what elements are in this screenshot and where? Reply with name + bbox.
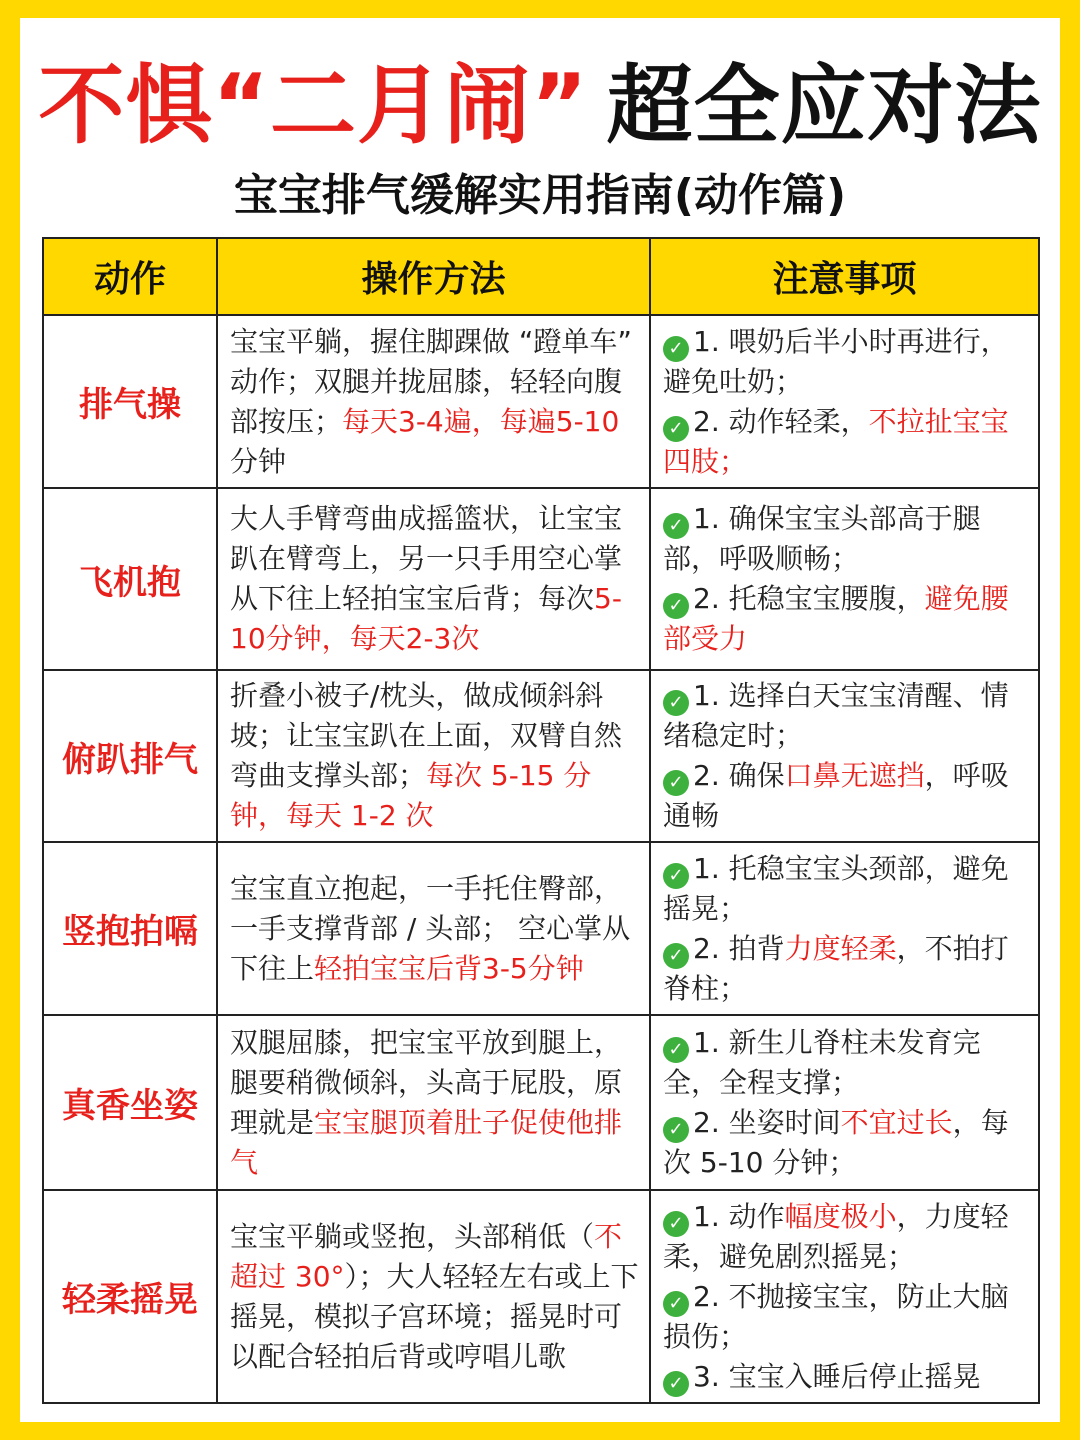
note-text: ，力度轻柔，避免剧烈摇晃；: [663, 1199, 1009, 1273]
note-item: [663, 756, 1028, 836]
method-text: 宝宝平躺，握住脚踝做 “蹬单车” 动作；双腿并拢屈膝，轻轻向腹部按压；: [230, 324, 632, 438]
note-text: ，每次 5-10 分钟；: [663, 1105, 1009, 1179]
note-text: 1. 喂奶后半小时再进行，避免吐奶；: [663, 324, 1009, 398]
title-black-part: 超全应对法: [606, 56, 1042, 156]
notes-cell: [650, 488, 1039, 670]
note-text: 2. 托稳宝宝腰腹，: [693, 582, 925, 615]
check-circle-icon: ✓: [663, 943, 689, 969]
page-subtitle: 宝宝排气缓解实用指南(动作篇): [233, 170, 847, 221]
header-method: 操作方法: [217, 238, 650, 315]
note-item: [663, 499, 1028, 579]
note-text: 2. 动作轻柔，: [693, 404, 869, 438]
note-text: ，不拍打脊柱；: [663, 931, 1009, 1005]
content-card: [20, 18, 1060, 1422]
check-circle-icon: ✓: [663, 593, 689, 619]
note-highlight-text: 幅度极小: [784, 1199, 897, 1233]
action-name: 真香坐姿: [43, 1015, 217, 1190]
note-item: [663, 929, 1028, 1009]
table-row: [43, 842, 1039, 1015]
note-text: 1. 动作: [693, 1199, 785, 1233]
note-text: ，呼吸通畅: [663, 759, 1009, 832]
note-item: [663, 1103, 1028, 1183]
note-highlight-text: 避免腰部受力: [663, 582, 1009, 655]
note-item: [663, 676, 1028, 756]
header-action: 动作: [43, 238, 217, 315]
note-text: 2. 确保: [693, 759, 785, 792]
guide-table: [42, 237, 1040, 1404]
note-highlight-text: 不宜过长: [840, 1105, 953, 1139]
table-row: [43, 488, 1039, 670]
check-circle-icon: ✓: [663, 513, 689, 539]
action-name: 竖抱拍嗝: [43, 842, 217, 1015]
method-highlight-text: 宝宝腿顶着肚子促使他排气: [230, 1105, 623, 1179]
note-text: 1. 确保宝宝头部高于腿部，呼吸顺畅；: [663, 502, 981, 575]
note-item: [663, 1277, 1028, 1357]
action-name: 俯趴排气: [43, 670, 217, 842]
note-text: 3. 宝宝入睡后停止摇晃: [693, 1359, 981, 1393]
check-circle-icon: ✓: [663, 1371, 689, 1397]
check-circle-icon: ✓: [663, 1291, 689, 1317]
note-text: 2. 坐姿时间: [693, 1105, 841, 1139]
note-item: [663, 1023, 1028, 1103]
notes-cell: [650, 1015, 1039, 1190]
notes-cell: [650, 670, 1039, 842]
method-text: 折叠小被子/枕头，做成倾斜斜坡；让宝宝趴在上面，双臂自然弯曲支撑头部；: [230, 679, 623, 792]
method-cell: [217, 1190, 650, 1403]
note-item: [663, 402, 1028, 482]
method-highlight-text: 每天3-4遍，每遍5-10: [342, 404, 620, 438]
method-text: ）；大人轻轻左右或上下摇晃，模拟子宫环境；摇晃时可以配合轻拍后背或哼唱儿歌: [230, 1259, 639, 1373]
method-highlight-text: 每次 5-15 分钟，每天 1-2 次: [230, 759, 592, 832]
table-row: [43, 670, 1039, 842]
note-highlight-text: 口鼻无遮挡: [784, 759, 925, 792]
note-item: [663, 1197, 1028, 1277]
check-circle-icon: ✓: [663, 1037, 689, 1063]
check-circle-icon: ✓: [663, 1211, 689, 1237]
table-row: [43, 1015, 1039, 1190]
note-text: 1. 新生儿脊柱未发育完全，全程支撑；: [663, 1025, 981, 1099]
method-text: 分钟: [230, 444, 287, 478]
check-circle-icon: ✓: [663, 690, 689, 716]
note-item: [663, 849, 1028, 929]
method-highlight-text: 轻拍宝宝后背3-5分钟: [314, 951, 584, 985]
method-cell: [217, 488, 650, 670]
check-circle-icon: ✓: [663, 1117, 689, 1143]
note-item: [663, 1357, 1028, 1397]
header-notes: 注意事项: [650, 238, 1039, 315]
notes-cell: [650, 842, 1039, 1015]
check-circle-icon: ✓: [663, 863, 689, 889]
method-text: 双腿屈膝，把宝宝平放到腿上，腿要稍微倾斜，头高于屁股，原理就是: [230, 1025, 623, 1139]
check-circle-icon: ✓: [663, 416, 689, 442]
note-text: 1. 选择白天宝宝清醒、情绪稳定时；: [663, 679, 1009, 752]
action-name: 排气操: [43, 315, 217, 488]
method-cell: [217, 315, 650, 488]
note-item: [663, 322, 1028, 402]
note-text: 1. 托稳宝宝头颈部，避免摇晃；: [663, 851, 1009, 925]
action-name: 轻柔摇晃: [43, 1190, 217, 1403]
note-item: [663, 579, 1028, 659]
note-highlight-text: 不拉扯宝宝四肢；: [663, 404, 1009, 478]
title-red-part: 不惧“二月闹”: [38, 56, 589, 156]
table-row: [43, 315, 1039, 488]
method-cell: [217, 1015, 650, 1190]
page-title: [20, 56, 1060, 156]
method-cell: [217, 842, 650, 1015]
action-name: 飞机抱: [43, 488, 217, 670]
note-highlight-text: 力度轻柔: [784, 931, 897, 965]
method-text: 宝宝直立抱起，一手托住臀部，一手支撑背部 / 头部； 空心掌从下往上: [230, 871, 631, 985]
notes-cell: [650, 315, 1039, 488]
check-circle-icon: ✓: [663, 770, 689, 796]
notes-cell: [650, 1190, 1039, 1403]
note-text: 2. 拍背: [693, 931, 785, 965]
note-text: 2. 不抛接宝宝，防止大脑损伤；: [663, 1279, 1009, 1353]
method-text: 大人手臂弯曲成摇篮状，让宝宝趴在臂弯上，另一只手用空心掌从下往上轻拍宝宝后背；每次: [230, 502, 623, 615]
check-circle-icon: ✓: [663, 336, 689, 362]
method-text: 宝宝平躺或竖抱，头部稍低（: [230, 1219, 595, 1253]
method-cell: [217, 670, 650, 842]
method-highlight-text: 5-10分钟，每天2-3次: [230, 582, 622, 655]
table-row: [43, 1190, 1039, 1403]
table-header-row: [43, 238, 1039, 315]
method-highlight-text: 不超过 30°: [230, 1219, 623, 1293]
